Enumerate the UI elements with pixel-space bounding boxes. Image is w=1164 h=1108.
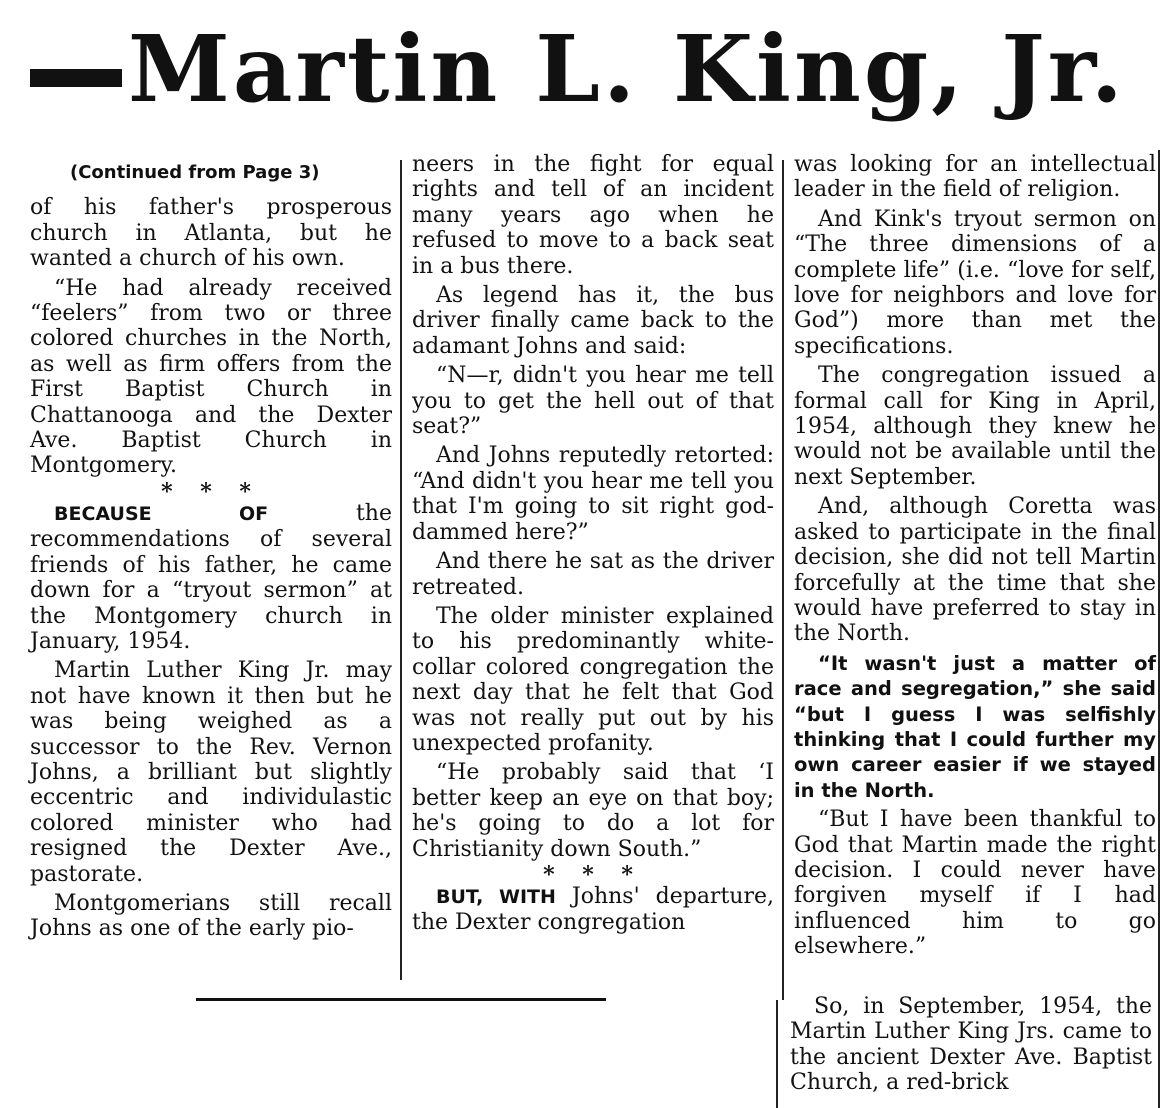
paragraph: The older minister explained to his predominantly white-collar colored congregation the next day that he felt that God was not really put out by his unexpected profanity. [412,603,774,756]
paragraph [30,501,392,654]
headline [30,14,1150,124]
paragraph: And Kink's tryout sermon on “The three dimensions of a complete life” (i.e. “love for self, love for neighbors and love for God”) more than met the specifications. [794,206,1156,359]
paragraph: And there he sat as the driver retreated. [412,549,774,600]
lead-in: BUT, WITH [436,885,556,908]
paragraph: So, in September, 1954, the Martin Luther King Jrs. came to the ancient Dexter Ave. Baptist Church, a red-brick [790,994,1152,1096]
headline-dash [30,69,122,87]
paragraph: As legend has it, the bus driver finally came back to the adamant Johns and said: [412,283,774,359]
section-divider: * * * [543,861,643,888]
lead-in: BECAUSE OF [54,502,269,525]
paragraph-text: Johns' departure, the Dexter congregation [412,883,774,936]
paragraph: Martin Luther King Jr. may not have known it then but he was being weighed as a successor to the Rev. Vernon Johns, a brilliant but slightly eccentric and individulastic colored minister who had resigned the Dexter Ave., pastorate. [30,658,392,887]
headline-text: Martin L. King, Jr. [128,15,1126,123]
column-rule [776,1000,778,1108]
paragraph: was looking for an intellectual leader in the field of religion. [794,152,1156,203]
paragraph: Montgomerians still recall Johns as one of the early pio- [30,890,392,942]
paragraph: The congregation issued a formal call for King in April, 1954, although they knew he would not be available until the next September. [794,363,1156,490]
paragraph-quote: “It wasn't just a matter of race and segregation,” she said “but I guess I was selfishly thinking that I could further my own career easier if we stayed in the North. [794,651,1156,802]
article-column-1 [30,152,392,946]
paragraph: “But I have been thankful to God that Martin made the right decision. I could never have forgiven myself if I had influenced him to go elsewhere.” [794,807,1156,960]
article-column-2 [412,152,774,940]
paragraph: And, although Coretta was asked to participate in the final decision, she did not tell Martin forcefully at the time that she would have preferred to stay in the North. [794,494,1156,647]
paragraph: “He had already received “feelers” from two or three colored churches in the North, as well as firm offers from the First Baptist Church in Chattanooga and the Dexter Ave. Baptist Church in Montgomery. [30,275,392,479]
paragraph [412,884,774,936]
end-rule [196,998,606,1001]
paragraph: neers in the fight for equal rights and tell of an incident many years ago when he refused to move to a back seat in a bus there. [412,152,774,279]
paragraph: “N—r, didn't you hear me tell you to get the hell out of that seat?” [412,363,774,440]
continued-note: (Continued from Page 3) [70,162,320,183]
article-column-3-tail [790,994,1152,1096]
paragraph: And Johns reputedly retorted: “And didn't you hear me tell you that I'm going to sit right god-dammed here?” [412,443,774,545]
column-rule [1158,150,1160,1108]
column-rule [782,160,784,1000]
article-column-3 [794,152,1156,964]
paragraph-text: the recommendations of several friends of his father, he came down for a “tryout sermon” at the Montgomery church in January, 1954. [30,500,392,654]
column-rule [400,160,402,980]
paragraph: “He probably said that ‘I better keep an eye on that boy; he's going to do a lot for Christianity down South.” [412,760,774,862]
paragraph: of his father's prosperous church in Atlanta, but he wanted a church of his own. [30,195,392,272]
section-divider: * * * [161,478,261,505]
